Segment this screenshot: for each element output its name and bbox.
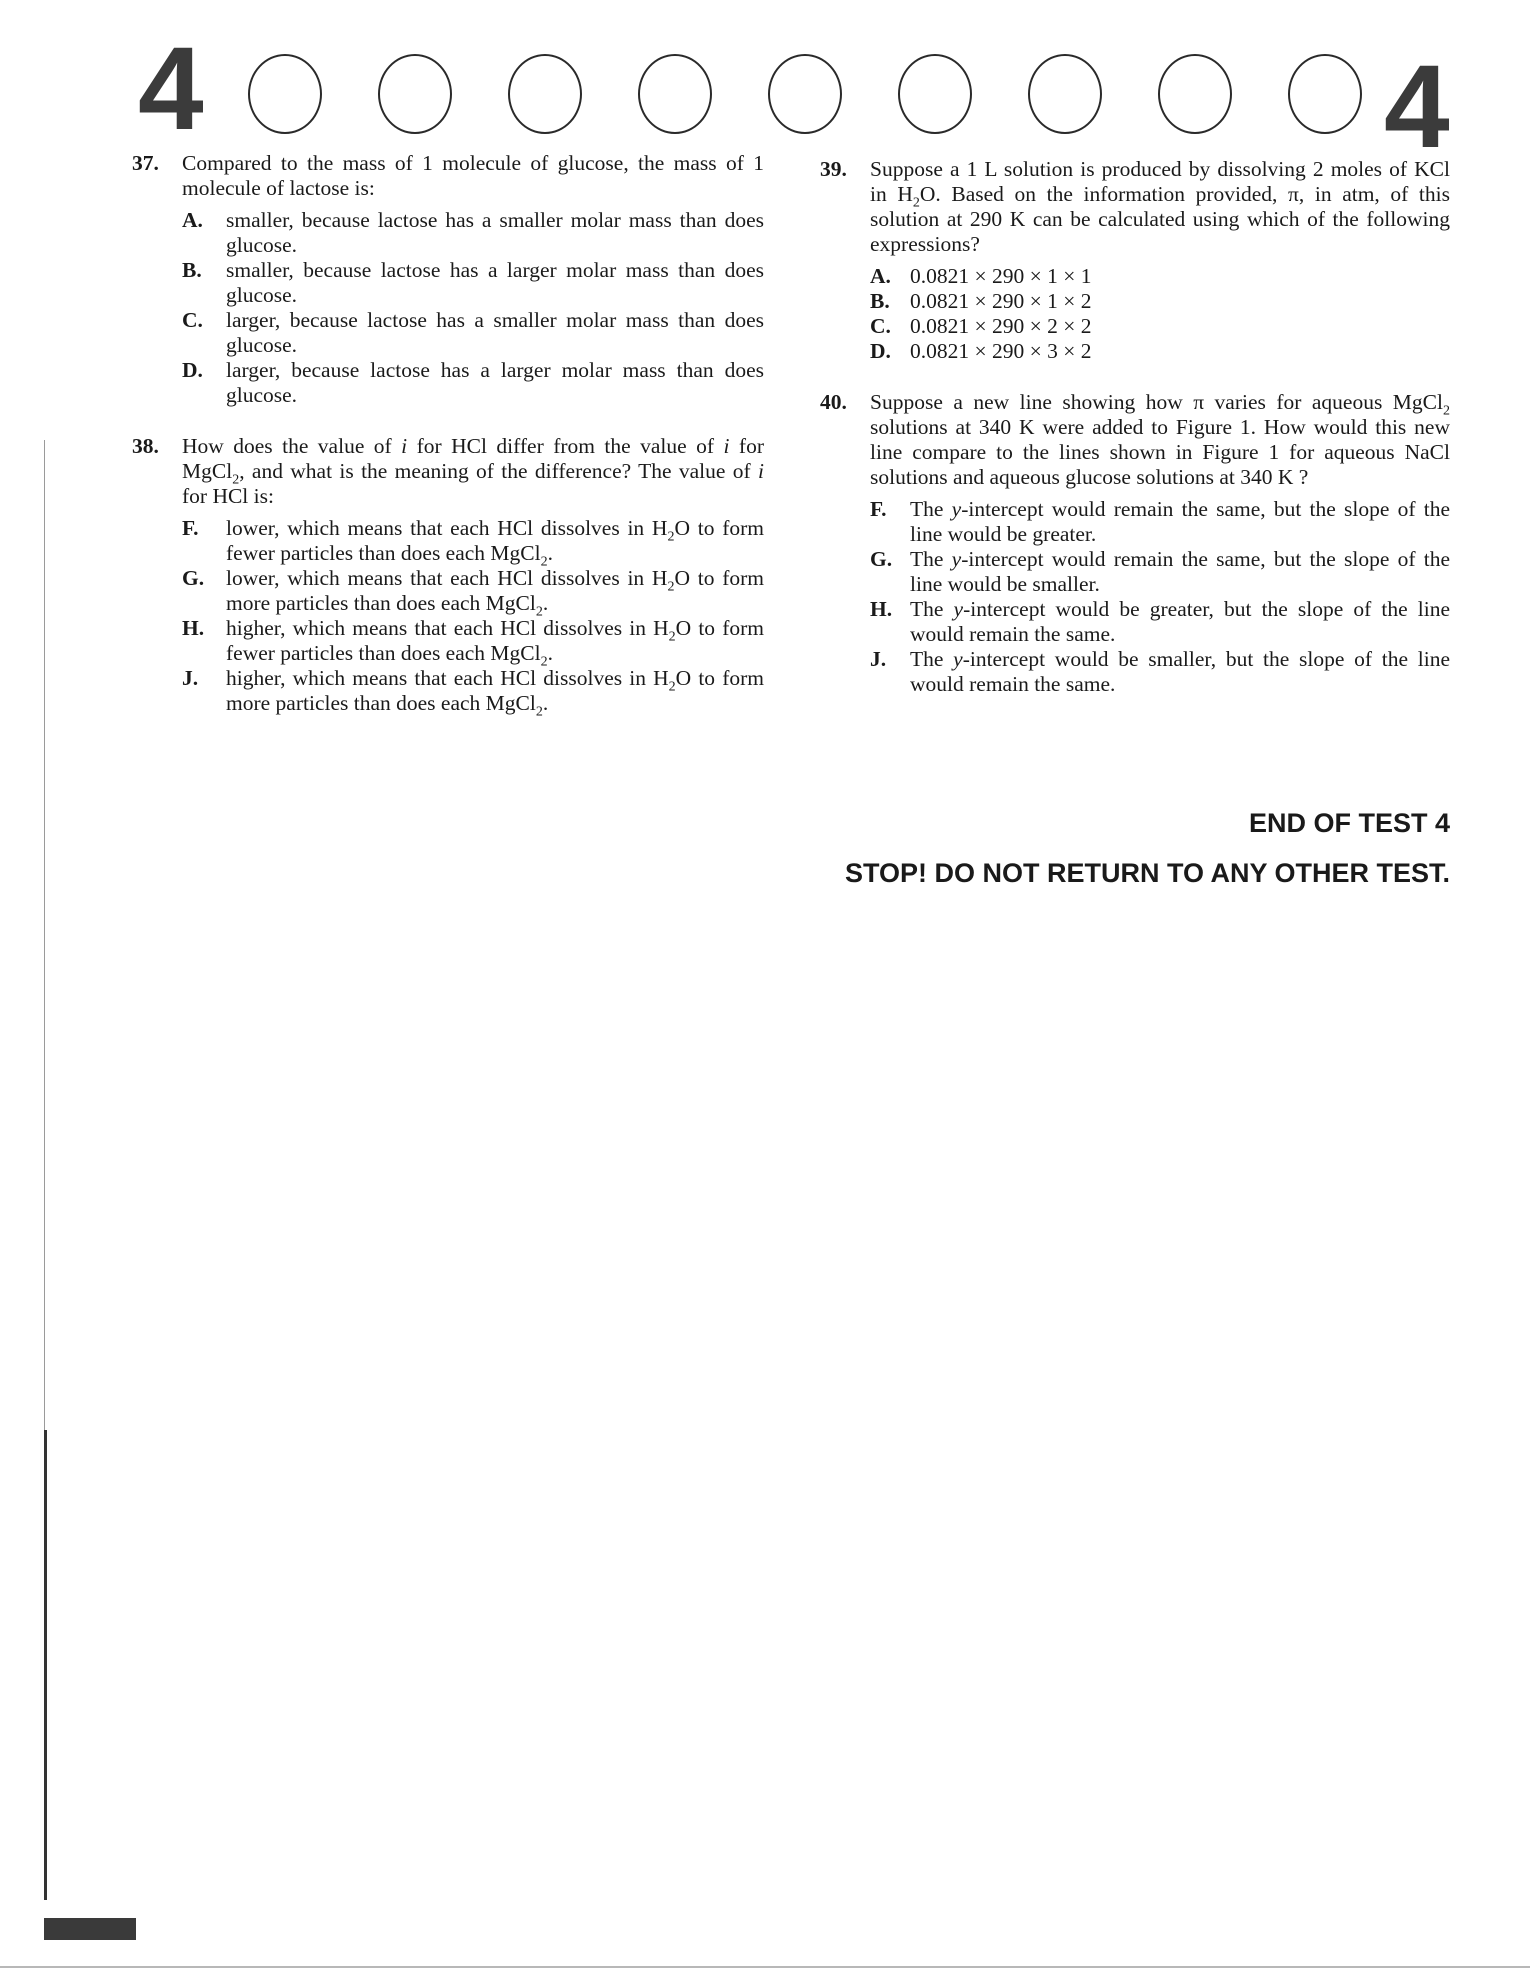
header-circle [768, 54, 842, 134]
option-text: 0.0821 × 290 × 3 × 2 [910, 339, 1092, 363]
stop-instruction: STOP! DO NOT RETURN TO ANY OTHER TEST. [844, 858, 1450, 888]
option-text: The y-intercept would remain the same, but the slope of the line would be smaller. [910, 547, 1450, 596]
answer-option-b[interactable] [870, 289, 1450, 314]
answer-options [132, 516, 765, 720]
answer-option-j[interactable] [182, 666, 764, 720]
header-circle [638, 54, 712, 134]
header-circle [1288, 54, 1362, 134]
option-letter: B. [182, 258, 202, 282]
question-39 [820, 157, 1450, 364]
option-letter: B. [870, 289, 890, 313]
section-number-right: 4 [1384, 41, 1450, 173]
option-letter: F. [182, 516, 199, 540]
answer-option-d[interactable] [870, 339, 1450, 364]
option-text: larger, because lactose has a larger molar mass than does glucose. [226, 358, 764, 407]
option-text: The y-intercept would remain the same, but the slope of the line would be greater. [910, 497, 1450, 546]
answer-option-a[interactable] [870, 264, 1450, 289]
end-of-test-title: END OF TEST 4 [1248, 808, 1450, 838]
header-circle [898, 54, 972, 134]
answer-options [820, 497, 1450, 697]
section-number-left: 4 [138, 23, 204, 155]
option-letter: C. [182, 308, 203, 332]
option-letter: H. [870, 597, 893, 621]
answer-option-f[interactable] [182, 516, 765, 570]
option-letter: H. [182, 616, 205, 640]
option-text: The y-intercept would be greater, but the slope of the line would remain the same. [910, 597, 1450, 646]
option-text: 0.0821 × 290 × 1 × 1 [910, 264, 1092, 288]
option-letter: D. [870, 339, 891, 363]
option-text: smaller, because lactose has a larger molar mass than does glucose. [226, 258, 764, 307]
question-stem: Compared to the mass of 1 molecule of glucose, the mass of 1 molecule of lactose is: [182, 151, 764, 200]
option-letter: C. [870, 314, 891, 338]
answer-option-g[interactable] [870, 547, 1450, 597]
header-circle [248, 54, 322, 134]
page-bottom-edge [0, 1966, 1530, 1968]
answer-option-c[interactable] [182, 308, 764, 358]
left-column [132, 151, 764, 736]
header-circle [508, 54, 582, 134]
option-text: lower, which means that each HCl dissolves in $H_2O$ to form more particles than does each MgCl$_2$. [226, 566, 765, 620]
option-text: smaller, because lactose has a smaller molar mass than does glucose. [226, 208, 764, 257]
question-stem: How does the value of i for HCl differ from the value of i for MgCl$_2$, and what is the meaning of the difference? The value of i for HCl is: [182, 434, 764, 508]
question-38 [132, 434, 765, 720]
answer-option-a[interactable] [182, 208, 764, 258]
question-number: 40. [820, 390, 847, 414]
question-stem: Suppose a new line showing how π varies for aqueous MgCl$_2$ solutions at 340 K were added to Figure 1. How would this new line compare to the lines shown in Figure 1 for aqueous NaCl solutions and aqueous glucose solutions at 340 K ? [870, 390, 1450, 489]
option-letter: J. [182, 666, 199, 690]
answer-option-b[interactable] [182, 258, 764, 308]
option-text: higher, which means that each HCl dissolves in $H_2O$ to form more particles than does each MgCl$_2$. [226, 666, 764, 720]
question-number: 38. [132, 434, 159, 458]
scan-edge-line [44, 440, 45, 1560]
option-text: higher, which means that each HCl dissolves in $H_2O$ to form fewer particles than does each MgCl$_2$. [226, 616, 764, 670]
answer-option-j[interactable] [870, 647, 1450, 697]
question-number: 39. [820, 157, 847, 181]
question-37 [132, 151, 764, 408]
answer-option-h[interactable] [182, 616, 764, 670]
timing-mark [44, 1918, 136, 1940]
option-text: The y-intercept would be smaller, but the slope of the line would remain the same. [910, 647, 1450, 696]
header-circle [1028, 54, 1102, 134]
option-text: 0.0821 × 290 × 2 × 2 [910, 314, 1092, 338]
question-40 [820, 390, 1450, 697]
answer-option-g[interactable] [182, 566, 765, 620]
option-letter: J. [870, 647, 887, 671]
right-column [820, 157, 1450, 717]
answer-options [132, 208, 764, 408]
answer-option-f[interactable] [870, 497, 1450, 547]
option-text: 0.0821 × 290 × 1 × 2 [910, 289, 1092, 313]
question-number: 37. [132, 151, 159, 175]
question-stem: Suppose a 1 L solution is produced by dissolving 2 moles of KCl in $H_2O$. Based on the information provided, π, in atm, of this solution at 290 K can be calculated using which of the following expressions? [870, 157, 1450, 256]
scan-edge-dark [44, 1430, 47, 1900]
answer-options [820, 264, 1450, 364]
option-letter: A. [182, 208, 203, 232]
option-text: lower, which means that each HCl dissolves in $H_2O$ to form fewer particles than does each MgCl$_2$. [226, 516, 765, 570]
answer-option-c[interactable] [870, 314, 1450, 339]
end-of-test-block [760, 806, 1450, 890]
option-letter: G. [870, 547, 893, 571]
header-circle [1158, 54, 1232, 134]
header-circle [378, 54, 452, 134]
option-letter: A. [870, 264, 891, 288]
option-text: larger, because lactose has a smaller molar mass than does glucose. [226, 308, 764, 357]
option-letter: D. [182, 358, 203, 382]
answer-option-h[interactable] [870, 597, 1450, 647]
answer-option-d[interactable] [182, 358, 764, 408]
option-letter: G. [182, 566, 205, 590]
option-letter: F. [870, 497, 887, 521]
